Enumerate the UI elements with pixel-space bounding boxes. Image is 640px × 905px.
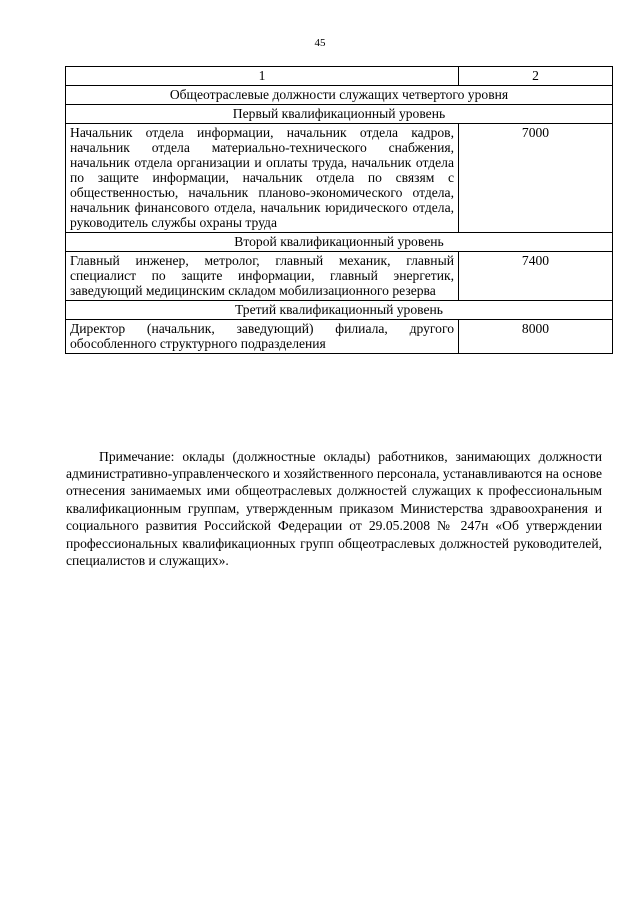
level-1-title: Первый квалификационный уровень bbox=[66, 105, 613, 124]
level-title-row bbox=[66, 105, 613, 124]
table-row bbox=[66, 320, 613, 354]
level-3-positions: Директор (начальник, заведующий) филиала, другого обособленного структурного подразделения bbox=[66, 320, 459, 354]
level-2-positions: Главный инженер, метролог, главный механик, главный специалист по защите информации, главный энергетик, заведующий медицинским складом мобилизационного резерва bbox=[66, 252, 459, 301]
group-title-row bbox=[66, 86, 613, 105]
level-title-row bbox=[66, 301, 613, 320]
note-paragraph: Примечание: оклады (должностные оклады) работников, занимающих должности административно-управленческого и хозяйственного персонала, устанавливаются на основе отнесения занимаемых ими общеотраслевых должностей служащих к профессиональным квалификационным группам, утвержденным приказом Министерства здравоохранения и социального развития Российской Федерации от 29.05.2008 № 247н «Об утверждении профессиональных квалификационных групп общеотраслевых должностей руководителей, специалистов и служащих». bbox=[66, 448, 602, 569]
page-number: 45 bbox=[314, 37, 326, 49]
table-header-row bbox=[66, 67, 613, 86]
level-2-salary: 7400 bbox=[459, 252, 613, 301]
level-1-positions: Начальник отдела информации, начальник отдела кадров, начальник отдела материально-технического снабжения, начальник отдела организации и оплаты труда, начальник отдела по защите информации, начальник отдела по связям с общественностью, начальник планово-экономического отдела, начальник финансового отдела, начальник юридического отдела, руководитель службы охраны труда bbox=[66, 124, 459, 233]
table-row bbox=[66, 124, 613, 233]
column-header-1: 1 bbox=[66, 67, 459, 86]
group-title: Общеотраслевые должности служащих четвертого уровня bbox=[66, 86, 613, 105]
column-header-2: 2 bbox=[459, 67, 613, 86]
level-1-salary: 7000 bbox=[459, 124, 613, 233]
level-2-title: Второй квалификационный уровень bbox=[66, 233, 613, 252]
salary-table bbox=[65, 66, 613, 354]
level-title-row bbox=[66, 233, 613, 252]
level-3-title: Третий квалификационный уровень bbox=[66, 301, 613, 320]
level-3-salary: 8000 bbox=[459, 320, 613, 354]
table-row bbox=[66, 252, 613, 301]
